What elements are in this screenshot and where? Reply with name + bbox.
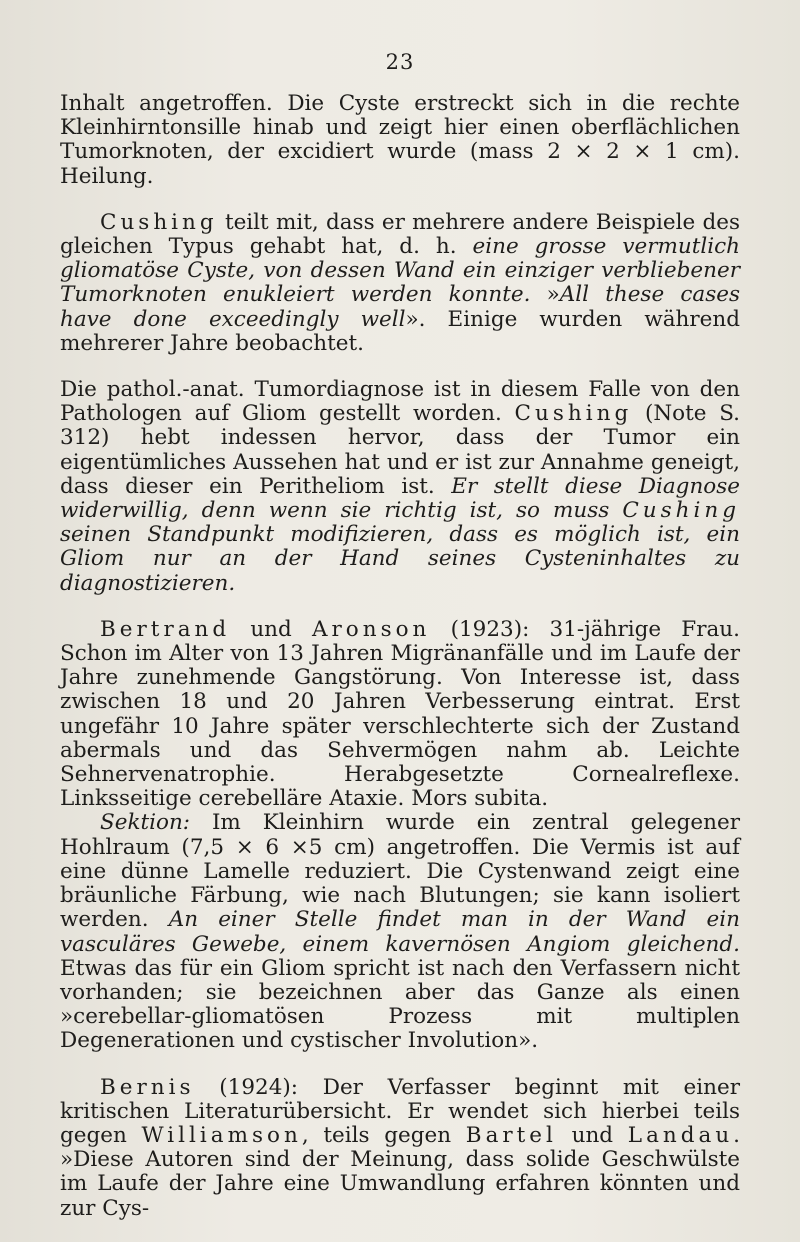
paragraph	[60, 811, 740, 1053]
text-run: . »Diese Autoren sind der Meinung, dass solide Geschwülste im Laufe der Jahre eine Umwandlung erfahren könnten und zur Cys-	[60, 1122, 741, 1221]
text-run: und	[556, 1122, 628, 1148]
text-run: (1924): Der Verfasser beginnt mit einer kritischen Literaturübersicht. Er wendet sich hierbei teils gegen	[60, 1074, 740, 1148]
paragraph	[60, 211, 740, 356]
text-run: , teils gegen	[301, 1122, 466, 1148]
text-run: (1923): 31-jährige Frau. Schon im Alter von 13 Jahren Migränanfälle und im Laufe der Jahre zunehmende Gangstörung. Von Interesse ist, dass zwischen 18 und 20 Jahren Verbesserung eintrat. Erst ungefähr 10 Jahre später verschlechterte sich der Zustand abermals und das Sehvermögen nahm ab. Leichte Sehnervenatrophie. Herabgesetzte Cornealreflexe. Linksseitige cerebelläre Ataxie. Mors subita.	[60, 616, 740, 812]
text-run: Inhalt angetroffen. Die Cyste erstreckt sich in die rechte Kleinhirntonsille hinab und zeigt hier einen oberflächlichen Tumorknoten, der excidiert wurde (mass 2 × 2 × 1 cm). Heilung.	[60, 91, 740, 189]
emphasis-text: Sektion:	[100, 810, 191, 836]
paragraph	[60, 92, 740, 189]
emphasis-text: All these cases have done exceedingly well	[60, 282, 740, 332]
emphasis-text: seinen Standpunkt modifizieren, dass es möglich ist, ein Gliom nur an der Hand seines Cysteninhaltes zu diagnostizieren.	[60, 522, 740, 596]
page-number: 23	[385, 50, 415, 74]
text-run: ». Einige wurden während mehrerer Jahre beobachtet.	[60, 306, 740, 356]
author-name: Landau	[627, 1122, 734, 1148]
body-text	[60, 92, 740, 1221]
text-run: Die pathol.-anat. Tumordiagnose ist in diesem Falle von den Pathologen auf Gliom gestellt worden.	[60, 377, 740, 427]
emphasis-text: Er stellt diese Diagnose widerwillig, denn wenn sie richtig ist, so muss	[60, 473, 740, 524]
author-name: Bertrand	[100, 616, 231, 642]
author-name: Bernis	[100, 1074, 195, 1100]
author-name: Williamson	[141, 1122, 302, 1148]
text-run: (Note S. 312) hebt indessen hervor, dass der Tumor ein eigentümliches Aussehen hat und er ist zur Annahme geneigt, dass dieser ein Peritheliom ist.	[60, 401, 740, 499]
emphasis-text: An einer Stelle findet man in der Wand ein vasculäres Gewebe, einem kavernösen Angiom gleichend.	[60, 907, 741, 957]
text-run: Etwas das für ein Gliom spricht ist nach den Verfassern nicht vorhanden; sie bezeichnen aber das Ganze als einen »cerebellar-gliomatösen Prozess mit multiplen Degenerationen und cystischer Involution».	[60, 955, 740, 1054]
text-run: und	[230, 616, 312, 642]
text-run: Im Kleinhirn wurde ein zentral gelegener Hohlraum (7,5 × 6 ×5 cm) angetroffen. Die Vermis ist auf eine dünne Lamelle reduziert. Die Cystenwand zeigt eine bräunliche Färbung, wie nach Blutungen; sie kann isoliert werden.	[60, 810, 740, 933]
author-name: Cushing	[514, 401, 633, 427]
author-name: Bartel	[465, 1122, 557, 1148]
author-name: Cushing	[622, 498, 740, 524]
text-run: »	[530, 282, 560, 308]
paragraph	[60, 618, 740, 812]
paragraph	[60, 1076, 740, 1221]
paragraph	[60, 378, 740, 596]
author-name: Cushing	[100, 209, 218, 235]
emphasis-text: eine grosse vermutlich gliomatöse Cyste, von dessen Wand ein einziger verbliebener Tumorknoten enukleiert werden konnte.	[60, 234, 741, 308]
text-run: teilt mit, dass er mehrere andere Beispiele des gleichen Typus gehabt hat, d. h.	[60, 209, 740, 260]
author-name: Aronson	[311, 616, 431, 642]
